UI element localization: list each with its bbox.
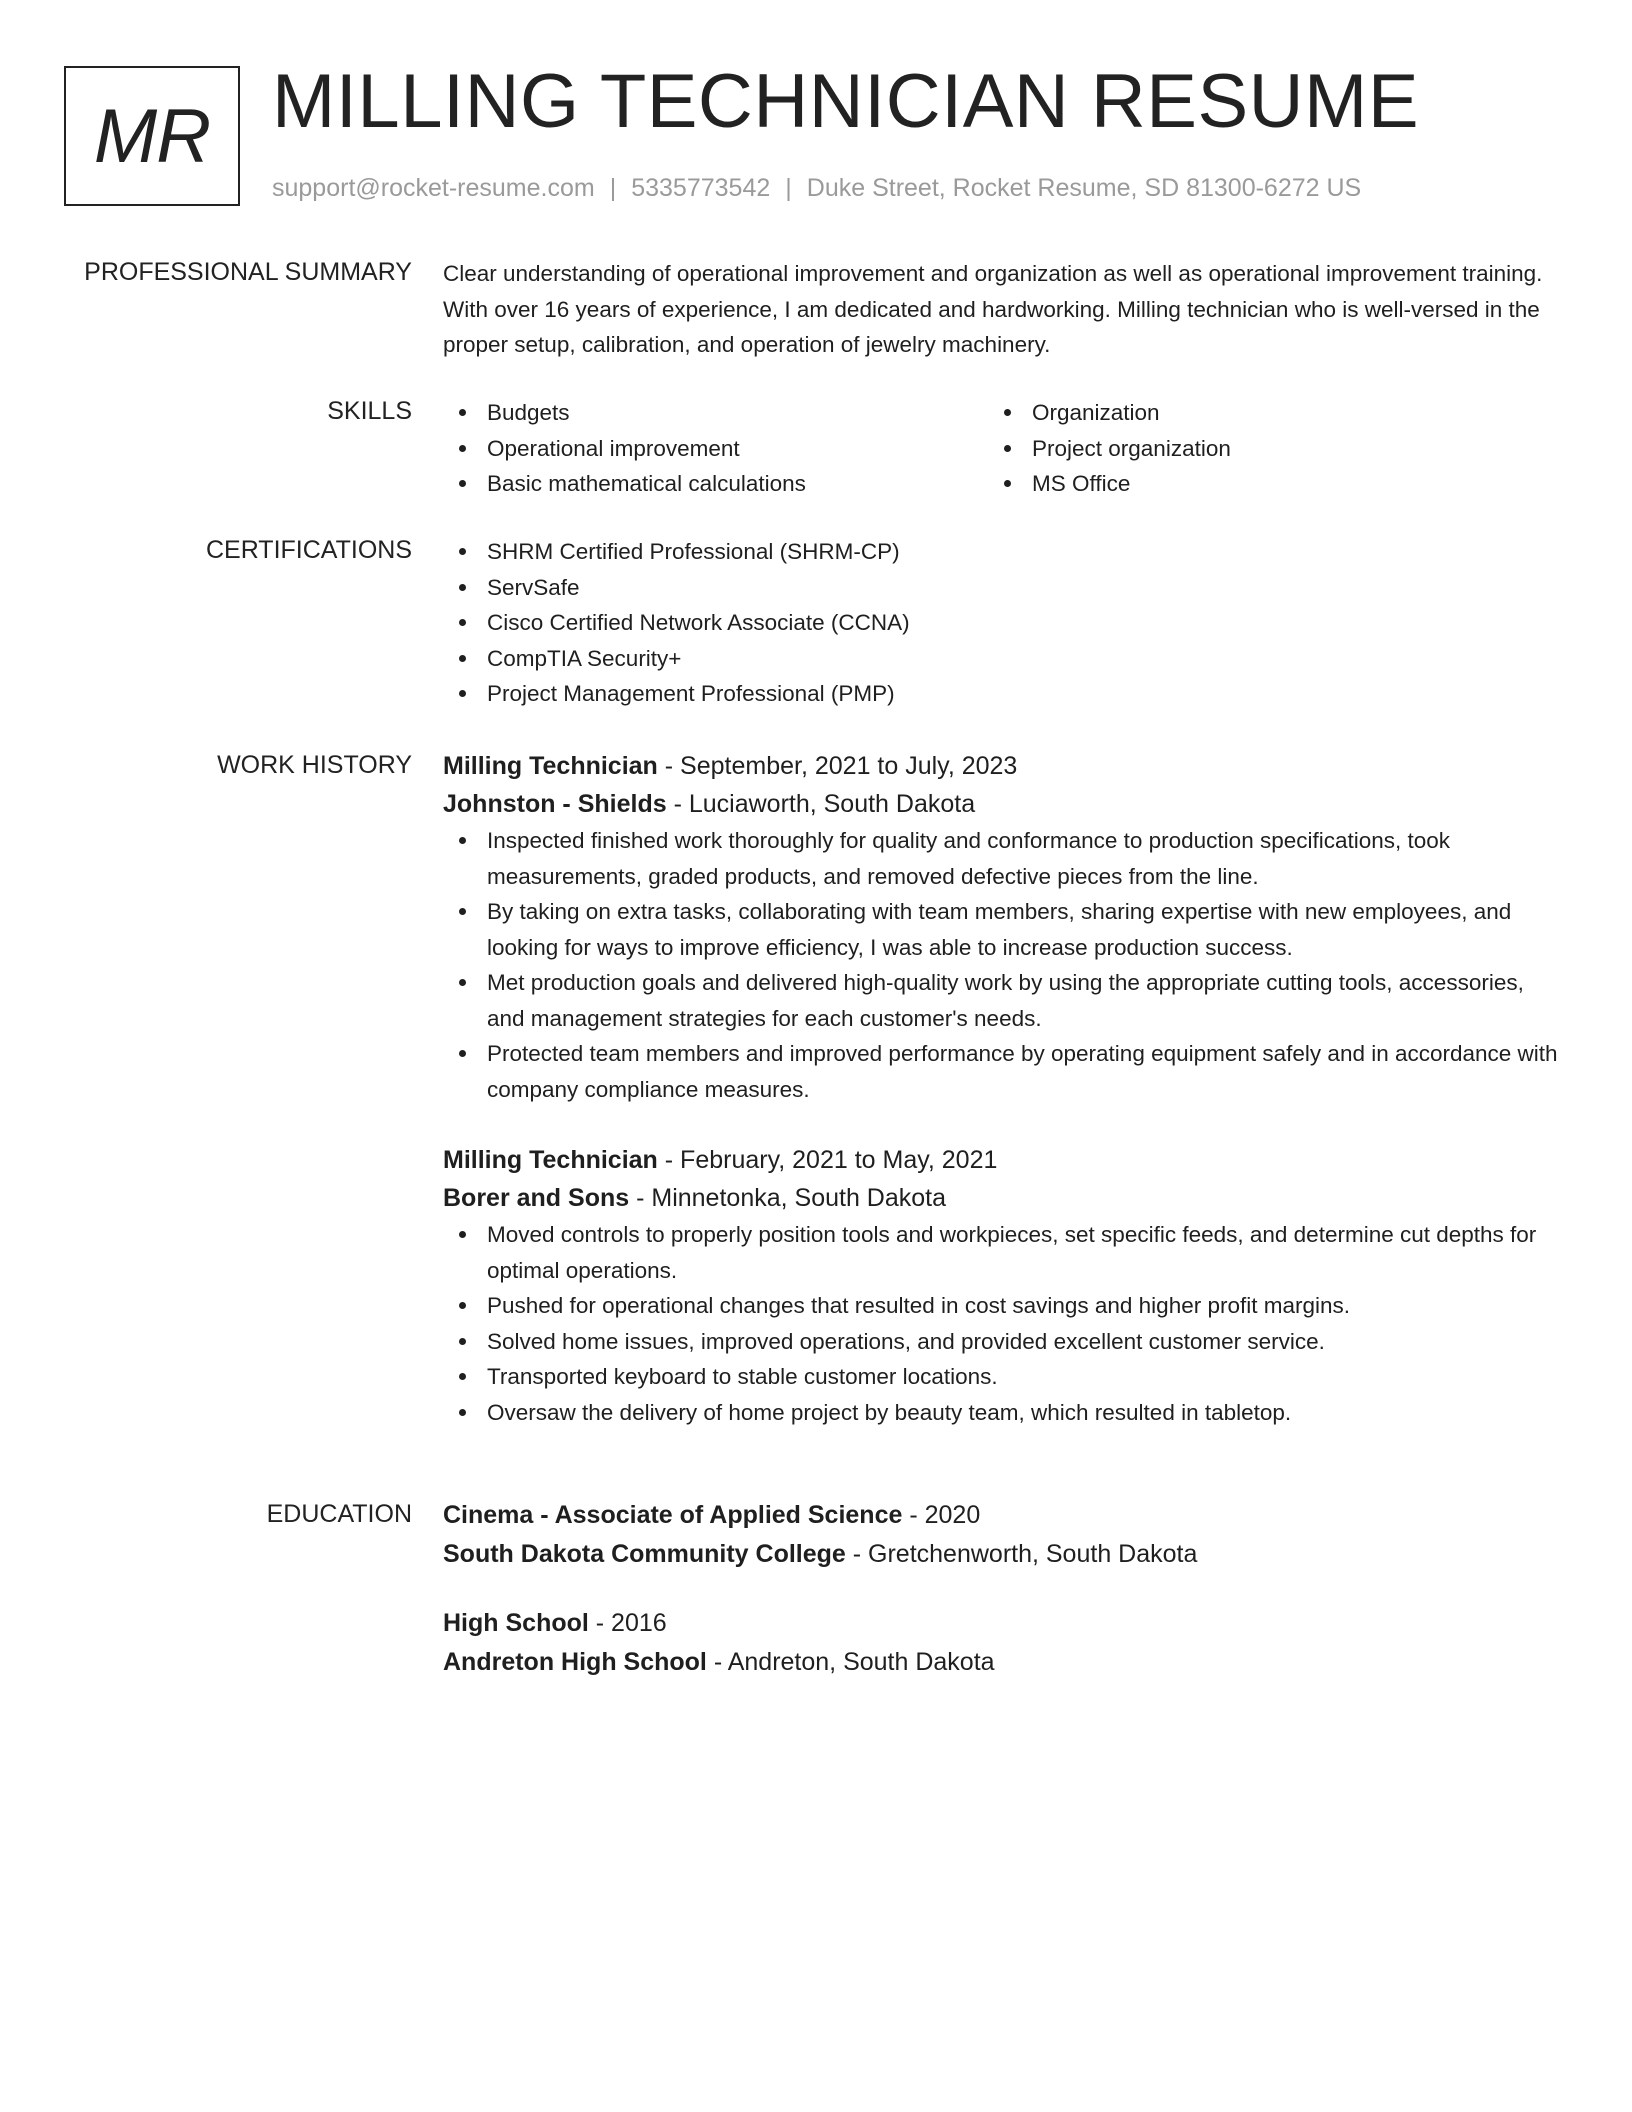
job-title-line	[443, 747, 1563, 785]
skill-item: Organization	[988, 395, 1533, 431]
education-location: - Andreton, South Dakota	[706, 1648, 995, 1676]
job-location: - Luciaworth, South Dakota	[666, 790, 976, 818]
job-company: Johnston - Shields	[443, 790, 667, 818]
skill-item: Operational improvement	[443, 431, 988, 467]
job-duty-item: Solved home issues, improved operations, and provided excellent customer service.	[443, 1324, 1563, 1360]
skills-heading: SKILLS	[327, 397, 412, 425]
job-duty-item: Moved controls to properly position tools and workpieces, set specific feeds, and determine cut depths for optimal operations.	[443, 1217, 1563, 1288]
work-history-heading: WORK HISTORY	[217, 751, 412, 779]
job-title: Milling Technician	[443, 752, 658, 780]
certifications-list	[443, 534, 1563, 712]
job-duty-item: Oversaw the delivery of home project by beauty team, which resulted in tabletop.	[443, 1395, 1563, 1431]
skills-grid	[443, 395, 1563, 502]
education-entry	[443, 1604, 1563, 1682]
contact-separator: |	[785, 174, 792, 202]
skills-list-right	[988, 395, 1533, 502]
education-school: South Dakota Community College	[443, 1540, 846, 1568]
education-degree-line	[443, 1604, 1563, 1643]
job-entry	[443, 747, 1563, 1107]
contact-line	[272, 174, 1361, 203]
education-degree-line	[443, 1496, 1563, 1535]
job-dates: - September, 2021 to July, 2023	[657, 752, 1018, 780]
skills-list-left	[443, 395, 988, 502]
job-duty-item: Transported keyboard to stable customer locations.	[443, 1359, 1563, 1395]
job-duties-list	[443, 1217, 1563, 1430]
contact-address: Duke Street, Rocket Resume, SD 81300-6272 US	[806, 174, 1362, 202]
skill-item: MS Office	[988, 466, 1533, 502]
education-school: Andreton High School	[443, 1648, 707, 1676]
job-location: - Minnetonka, South Dakota	[629, 1184, 947, 1212]
education-location: - Gretchenworth, South Dakota	[845, 1540, 1198, 1568]
job-duties-list	[443, 823, 1563, 1107]
summary-heading: PROFESSIONAL SUMMARY	[84, 258, 412, 286]
summary-body	[443, 256, 1563, 363]
certification-item: Cisco Certified Network Associate (CCNA)	[443, 605, 1563, 641]
contact-separator: |	[609, 174, 617, 202]
job-company-line	[443, 1179, 1563, 1217]
job-duty-item: Protected team members and improved performance by operating equipment safely and in accordance with company compliance measures.	[443, 1036, 1563, 1107]
skills-body	[443, 395, 1563, 502]
education-heading: EDUCATION	[266, 1500, 412, 1528]
job-duty-item: Inspected finished work thoroughly for quality and conformance to production specifications, took measurements, graded products, and removed defective pieces from the line.	[443, 823, 1563, 894]
job-title: Milling Technician	[443, 1146, 658, 1174]
work-history-body	[443, 747, 1563, 1430]
skill-item: Budgets	[443, 395, 988, 431]
contact-email[interactable]: support@rocket-resume.com	[272, 174, 595, 202]
education-body	[443, 1496, 1563, 1682]
education-year: - 2020	[902, 1501, 981, 1529]
monogram-initials: MR	[93, 93, 211, 179]
job-company: Borer and Sons	[443, 1184, 630, 1212]
job-entry	[443, 1141, 1563, 1430]
education-degree: Cinema - Associate of Applied Science	[443, 1501, 903, 1529]
job-company-line	[443, 785, 1563, 823]
job-title-line	[443, 1141, 1563, 1179]
job-duty-item: Pushed for operational changes that resulted in cost savings and higher profit margins.	[443, 1288, 1563, 1324]
monogram-logo	[64, 66, 240, 206]
summary-text: Clear understanding of operational improvement and organization as well as operational improvement training. With over 16 years of experience, I am dedicated and hardworking. Milling technician who is well-versed in the proper setup, calibration, and operation of jewelry machinery.	[443, 261, 1543, 357]
contact-phone[interactable]: 5335773542	[631, 174, 771, 202]
resume-title: MILLING TECHNICIAN RESUME	[272, 59, 1420, 144]
job-duty-item: By taking on extra tasks, collaborating with team members, sharing expertise with new employees, and looking for ways to improve efficiency, I was able to increase production success.	[443, 894, 1563, 965]
certification-item: Project Management Professional (PMP)	[443, 676, 1563, 712]
education-entry	[443, 1496, 1563, 1574]
certification-item: ServSafe	[443, 570, 1563, 606]
skill-item: Basic mathematical calculations	[443, 466, 988, 502]
certification-item: CompTIA Security+	[443, 641, 1563, 677]
skill-item: Project organization	[988, 431, 1533, 467]
certifications-heading: CERTIFICATIONS	[205, 536, 412, 564]
education-school-line	[443, 1535, 1563, 1574]
job-duty-item: Met production goals and delivered high-quality work by using the appropriate cutting tools, accessories, and management strategies for each customer's needs.	[443, 965, 1563, 1036]
education-degree: High School	[443, 1609, 589, 1637]
job-dates: - February, 2021 to May, 2021	[657, 1146, 998, 1174]
certifications-body	[443, 534, 1563, 712]
education-year: - 2016	[588, 1609, 667, 1637]
education-school-line	[443, 1643, 1563, 1682]
certification-item: SHRM Certified Professional (SHRM-CP)	[443, 534, 1563, 570]
